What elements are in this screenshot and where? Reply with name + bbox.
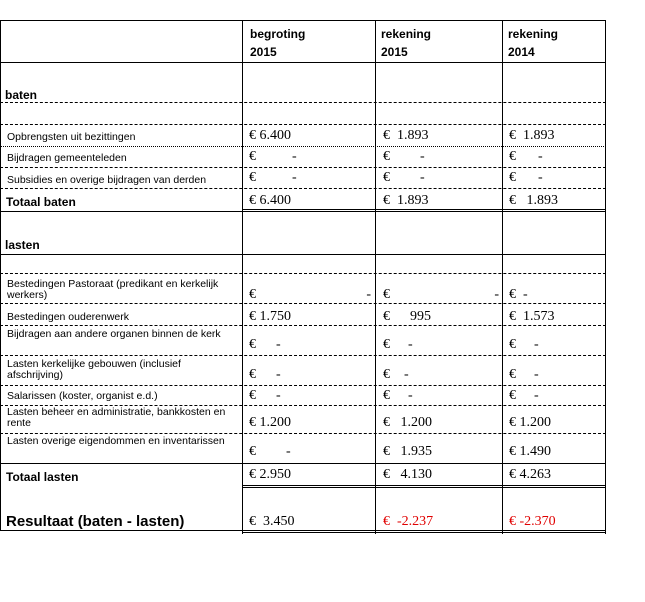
result-cell-negative bbox=[509, 514, 556, 530]
bottom-border bbox=[0, 530, 242, 531]
value-cell bbox=[509, 287, 528, 303]
value-cell bbox=[383, 367, 409, 383]
cell-value: 1.200 bbox=[519, 415, 551, 430]
euro-symbol: € bbox=[383, 467, 390, 482]
row-line bbox=[0, 433, 606, 434]
euro-symbol: € bbox=[249, 388, 256, 403]
euro-symbol: € bbox=[383, 388, 390, 403]
result-cell bbox=[249, 514, 295, 530]
euro-symbol: € bbox=[249, 337, 256, 352]
cell-value: -2.370 bbox=[519, 514, 556, 529]
euro-symbol: € bbox=[509, 128, 516, 143]
value-cell bbox=[383, 415, 432, 431]
cell-value: 3.450 bbox=[263, 514, 295, 529]
row-label: Opbrengsten uit bezittingen bbox=[7, 131, 136, 143]
value-cell bbox=[383, 149, 425, 165]
row-line bbox=[0, 273, 606, 274]
col-header-rekening-2014 bbox=[508, 25, 558, 61]
euro-symbol: € bbox=[249, 170, 256, 185]
total-cell bbox=[509, 193, 558, 209]
col-header-line2: 2014 bbox=[508, 45, 535, 59]
value-cell bbox=[509, 170, 543, 186]
euro-symbol: € bbox=[509, 367, 516, 382]
totaal-baten-label: Totaal baten bbox=[6, 195, 76, 209]
row-line bbox=[0, 124, 606, 125]
total-cell bbox=[249, 467, 291, 483]
row-line bbox=[0, 102, 606, 103]
total-cell bbox=[509, 467, 551, 483]
value-cell bbox=[383, 444, 432, 460]
value-cell bbox=[249, 309, 291, 325]
euro-symbol: € bbox=[249, 287, 256, 302]
cell-value: - bbox=[420, 149, 425, 164]
euro-symbol: € bbox=[383, 149, 390, 164]
col-divider-1 bbox=[242, 20, 243, 534]
col-header-line2: 2015 bbox=[381, 45, 408, 59]
row-line bbox=[0, 146, 606, 147]
cell-value: 1.200 bbox=[259, 415, 291, 430]
value-cell bbox=[509, 444, 551, 460]
row-line bbox=[0, 254, 606, 255]
euro-symbol: € bbox=[249, 467, 256, 482]
col-header-line2: 2015 bbox=[250, 45, 277, 59]
euro-symbol: € bbox=[383, 170, 390, 185]
row-line bbox=[0, 463, 606, 464]
value-cell bbox=[509, 367, 539, 383]
col-header-line1: rekening bbox=[508, 27, 559, 41]
euro-symbol: € bbox=[509, 415, 516, 430]
euro-symbol: € bbox=[509, 388, 516, 403]
row-label: Lasten beheer en administratie, bankkosten en rente bbox=[7, 406, 226, 429]
value-cell bbox=[383, 388, 413, 404]
euro-symbol: € bbox=[509, 193, 516, 208]
value-cell bbox=[509, 415, 551, 431]
euro-symbol: € bbox=[509, 149, 516, 164]
cell-value: - bbox=[534, 337, 539, 352]
row-line bbox=[0, 355, 606, 356]
total-cell bbox=[249, 193, 291, 209]
col-header-line1: begroting bbox=[250, 27, 306, 41]
value-cell bbox=[249, 128, 291, 144]
euro-symbol: € bbox=[383, 309, 390, 324]
euro-symbol: € bbox=[509, 337, 516, 352]
cell-value: 1.893 bbox=[523, 128, 555, 143]
cell-value: - bbox=[538, 170, 543, 185]
cell-value: - bbox=[276, 367, 281, 382]
row-line bbox=[0, 325, 606, 326]
cell-value: - bbox=[494, 287, 499, 302]
euro-symbol: € bbox=[249, 415, 256, 430]
value-cell bbox=[249, 415, 291, 431]
euro-symbol: € bbox=[383, 287, 390, 302]
value-cell bbox=[509, 337, 539, 353]
cell-value: 1.893 bbox=[397, 193, 429, 208]
cell-value: 1.750 bbox=[259, 309, 291, 324]
cell-value: - bbox=[523, 287, 528, 302]
value-cell bbox=[383, 128, 429, 144]
totaal-lasten-label: Totaal lasten bbox=[6, 470, 79, 484]
row-label: Bestedingen Pastoraat (predikant en kerkelijk werkers) bbox=[7, 278, 219, 301]
row-label: Lasten kerkelijke gebouwen (inclusief afschrijving) bbox=[7, 358, 181, 381]
value-cell bbox=[249, 388, 281, 404]
section-baten: baten bbox=[5, 88, 38, 102]
resultaat-label: Resultaat (baten - lasten) bbox=[6, 513, 185, 530]
cell-value: - bbox=[420, 170, 425, 185]
totaal-lasten-bottom bbox=[242, 485, 606, 488]
euro-symbol: € bbox=[383, 444, 390, 459]
section-lasten: lasten bbox=[5, 238, 40, 252]
value-cell bbox=[249, 287, 371, 303]
euro-symbol: € bbox=[383, 337, 390, 352]
value-cell bbox=[249, 149, 297, 165]
value-cell bbox=[383, 337, 413, 353]
cell-value: - bbox=[276, 388, 281, 403]
cell-value: - bbox=[408, 337, 413, 352]
row-label: Salarissen (koster, organist e.d.) bbox=[7, 390, 158, 402]
cell-value: 2.950 bbox=[259, 467, 291, 482]
euro-symbol: € bbox=[249, 514, 256, 529]
euro-symbol: € bbox=[249, 128, 256, 143]
euro-symbol: € bbox=[383, 193, 390, 208]
value-cell bbox=[509, 309, 555, 325]
value-cell bbox=[249, 367, 281, 383]
left-border bbox=[0, 20, 1, 530]
col-header-rekening-2015 bbox=[381, 25, 431, 61]
euro-symbol: € bbox=[249, 444, 256, 459]
row-label: Bijdragen aan andere organen binnen de kerk bbox=[7, 328, 221, 340]
cell-value: - bbox=[534, 367, 539, 382]
cell-value: - bbox=[408, 388, 413, 403]
col-header-line1: rekening bbox=[381, 27, 432, 41]
euro-symbol: € bbox=[249, 193, 256, 208]
euro-symbol: € bbox=[509, 170, 516, 185]
totaal-baten-bottom bbox=[242, 209, 606, 212]
col-divider-3 bbox=[502, 20, 503, 534]
value-cell bbox=[509, 149, 543, 165]
row-label: Bestedingen ouderenwerk bbox=[7, 311, 130, 323]
euro-symbol: € bbox=[249, 309, 256, 324]
value-cell bbox=[509, 128, 555, 144]
cell-value: 995 bbox=[410, 309, 431, 324]
cell-value: 6.400 bbox=[259, 128, 291, 143]
value-cell bbox=[383, 170, 425, 186]
row-line bbox=[0, 385, 606, 386]
row-line bbox=[0, 167, 606, 168]
result-cell-negative bbox=[383, 514, 433, 530]
total-cell bbox=[383, 467, 432, 483]
right-border bbox=[605, 20, 606, 534]
cell-value: - bbox=[534, 388, 539, 403]
col-divider-2 bbox=[375, 20, 376, 534]
euro-symbol: € bbox=[509, 309, 516, 324]
euro-symbol: € bbox=[509, 287, 516, 302]
cell-value: - bbox=[276, 337, 281, 352]
row-label: Bijdragen gemeenteleden bbox=[7, 152, 127, 164]
cell-value: - bbox=[292, 149, 297, 164]
cell-value: 6.400 bbox=[259, 193, 291, 208]
row-line bbox=[0, 303, 606, 304]
cell-value: 1.893 bbox=[526, 193, 558, 208]
cell-value: 4.130 bbox=[400, 467, 432, 482]
cell-value: 1.490 bbox=[519, 444, 551, 459]
row-label: Subsidies en overige bijdragen van derden bbox=[7, 174, 207, 186]
cell-value: 1.935 bbox=[400, 444, 432, 459]
euro-symbol: € bbox=[249, 367, 256, 382]
euro-symbol: € bbox=[249, 149, 256, 164]
total-cell bbox=[383, 193, 429, 209]
euro-symbol: € bbox=[509, 467, 516, 482]
cell-value: - bbox=[404, 367, 409, 382]
cell-value: -2.237 bbox=[397, 514, 434, 529]
col-header-begroting-2015 bbox=[250, 25, 305, 61]
header-bottom-border bbox=[0, 62, 606, 63]
cell-value: 1.573 bbox=[523, 309, 555, 324]
header-top-border bbox=[0, 20, 606, 21]
row-line bbox=[0, 188, 606, 189]
cell-value: - bbox=[366, 287, 371, 302]
euro-symbol: € bbox=[383, 415, 390, 430]
cell-value: - bbox=[292, 170, 297, 185]
euro-symbol: € bbox=[383, 367, 390, 382]
euro-symbol: € bbox=[383, 514, 390, 529]
value-cell bbox=[383, 309, 431, 325]
cell-value: 1.200 bbox=[400, 415, 432, 430]
euro-symbol: € bbox=[509, 514, 516, 529]
value-cell bbox=[249, 444, 291, 460]
value-cell bbox=[249, 170, 297, 186]
value-cell bbox=[249, 337, 281, 353]
cell-value: 4.263 bbox=[519, 467, 551, 482]
euro-symbol: € bbox=[383, 128, 390, 143]
cell-value: - bbox=[286, 444, 291, 459]
row-label: Lasten overige eigendommen en inventarissen bbox=[7, 435, 225, 447]
euro-symbol: € bbox=[509, 444, 516, 459]
cell-value: 1.893 bbox=[397, 128, 429, 143]
resultaat-bottom bbox=[242, 530, 606, 533]
cell-value: - bbox=[538, 149, 543, 164]
value-cell bbox=[509, 388, 539, 404]
value-cell bbox=[383, 287, 499, 303]
